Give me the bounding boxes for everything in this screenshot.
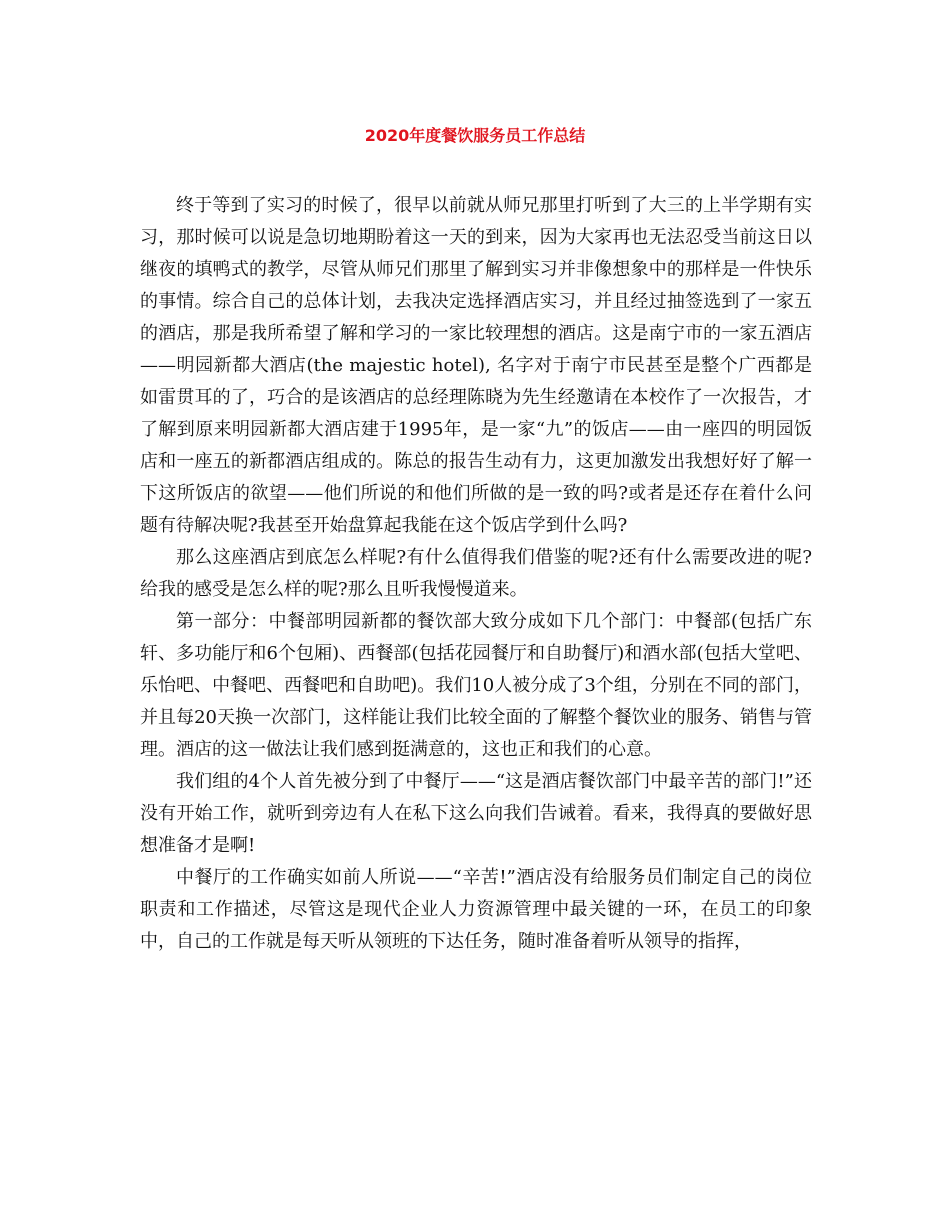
paragraph-1: 终于等到了实习的时候了，很早以前就从师兄那里打听到了大三的上半学期有实习，那时候可以说是急切地期盼着这一天的到来，因为大家再也无法忍受当前这日以继夜的填鸭式的教学，尽管从师兄们那里了解到实习并非像想象中的那样是一件快乐的事情。综合自己的总体计划，去我决定选择酒店实习，并且经过抽签选到了一家五的酒店，那是我所希望了解和学习的一家比较理想的酒店。这是南宁市的一家五酒店——明园新都大酒店(the majestic hotel), 名字对于南宁市民甚至是整个广西都是如雷贯耳的了，巧合的是该酒店的总经理陈晓为先生经邀请在本校作了一次报告，才了解到原来明园新都大酒店建于1995年，是一家“九”的饭店——由一座四的明园饭店和一座五的新都酒店组成的。陈总的报告生动有力，这更加激发出我想好好了解一下这所饭店的欲望——他们所说的和他们所做的是一致的吗?或者是还存在着什么问题有待解决呢?我甚至开始盘算起我能在这个饭店学到什么吗? — [140, 195, 812, 536]
document-body — [140, 190, 812, 958]
paragraph-3: 第一部分：中餐部明园新都的餐饮部大致分成如下几个部门：中餐部(包括广东轩、多功能厅和6个包厢)、西餐部(包括花园餐厅和自助餐厅)和酒水部(包括大堂吧、乐怡吧、中餐吧、西餐吧和自助吧)。我们10人被分成了3个组，分别在不同的部门，并且每20天换一次部门，这样能让我们比较全面的了解整个餐饮业的服务、销售与管理。酒店的这一做法让我们感到挺满意的，这也正和我们的心意。 — [140, 611, 812, 760]
paragraph-2: 那么这座酒店到底怎么样呢?有什么值得我们借鉴的呢?还有什么需要改进的呢?给我的感受是怎么样的呢?那么且听我慢慢道来。 — [140, 547, 812, 600]
paragraph-4: 我们组的4个人首先被分到了中餐厅——“这是酒店餐饮部门中最辛苦的部门!”还没有开始工作，就听到旁边有人在私下这么向我们告诫着。看来，我得真的要做好思想准备才是啊! — [140, 771, 812, 856]
paragraph-5: 中餐厅的工作确实如前人所说——“辛苦!”酒店没有给服务员们制定自己的岗位职责和工作描述，尽管这是现代企业人力资源管理中最关键的一环，在员工的印象中，自己的工作就是每天听从领班的下达任务，随时准备着听从领导的指挥， — [140, 867, 812, 952]
document-title: 2020年度餐饮服务员工作总结 — [364, 126, 586, 145]
